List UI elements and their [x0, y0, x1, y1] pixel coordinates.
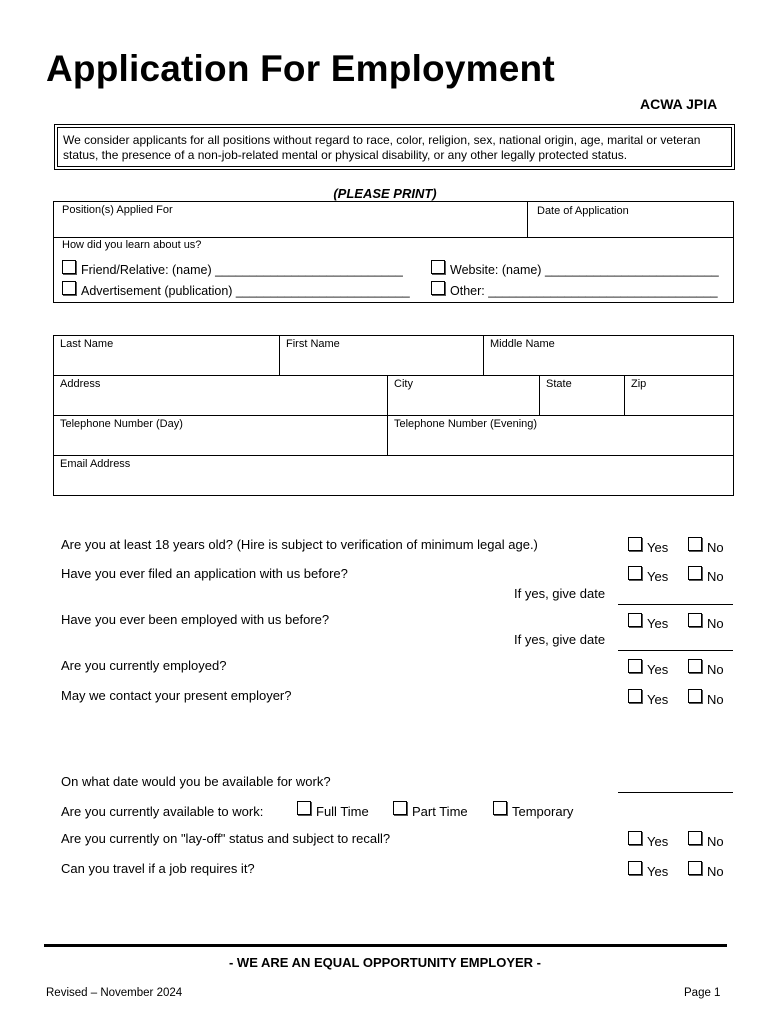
q8-yes-label: Yes — [647, 834, 669, 849]
q4-yes-label: Yes — [647, 662, 669, 677]
middle-name-field[interactable] — [486, 352, 731, 373]
question-available-to-work: Are you currently available to work: — [61, 804, 264, 819]
phone-evening-field[interactable] — [390, 432, 731, 453]
q2-no-label: No — [707, 569, 724, 584]
q3-date-line[interactable] — [618, 650, 733, 651]
footer-rule — [44, 944, 727, 947]
q9-no-label: No — [707, 864, 724, 879]
q2-no-checkbox[interactable] — [688, 566, 702, 580]
divider — [624, 375, 625, 415]
address-field[interactable] — [56, 392, 384, 413]
question-available-date: On what date would you be available for work? — [61, 774, 331, 789]
temporary-label: Temporary — [512, 804, 574, 819]
q8-yes-checkbox[interactable] — [628, 831, 642, 845]
q2-yes-checkbox[interactable] — [628, 566, 642, 580]
zip-label: Zip — [631, 378, 647, 390]
other-label: Other: _________________________________ — [450, 284, 718, 298]
q3-yes-checkbox[interactable] — [628, 613, 642, 627]
q9-yes-label: Yes — [647, 864, 669, 879]
date-of-application-field[interactable] — [530, 218, 730, 235]
question-lay-off: Are you currently on "lay-off" status and subject to recall? — [61, 831, 391, 846]
question-employed-before: Have you ever been employed with us before? — [61, 612, 330, 627]
advertisement-checkbox[interactable] — [62, 281, 76, 295]
state-label: State — [546, 378, 572, 390]
organization-name: ACWA JPIA — [640, 96, 718, 112]
q2-if-yes-label: If yes, give date — [514, 586, 606, 601]
phone-day-field[interactable] — [56, 432, 384, 453]
q3-no-label: No — [707, 616, 724, 631]
q5-yes-checkbox[interactable] — [628, 689, 642, 703]
q1-no-label: No — [707, 540, 724, 555]
q9-yes-checkbox[interactable] — [628, 861, 642, 875]
email-label: Email Address — [60, 458, 131, 470]
friend-relative-checkbox[interactable] — [62, 260, 76, 274]
divider — [53, 415, 734, 416]
position-applied-field[interactable] — [56, 217, 524, 235]
q5-no-checkbox[interactable] — [688, 689, 702, 703]
last-name-field[interactable] — [56, 352, 276, 373]
q5-no-label: No — [707, 692, 724, 707]
q3-if-yes-label: If yes, give date — [514, 632, 606, 647]
q1-yes-label: Yes — [647, 540, 669, 555]
full-time-label: Full Time — [316, 804, 369, 819]
date-of-application-label: Date of Application — [537, 205, 629, 217]
equal-opportunity-notice: We consider applicants for all positions without regard to race, color, religion, sex, national origin, age, marital or veteran status, the presence of a non-job-related mental or physical disability, or any other legally protected status. — [63, 133, 701, 162]
please-print-label: (PLEASE PRINT) — [333, 186, 437, 201]
q9-no-checkbox[interactable] — [688, 861, 702, 875]
full-time-checkbox[interactable] — [297, 801, 311, 815]
last-name-label: Last Name — [60, 338, 114, 350]
website-label: Website: (name) _________________________ — [450, 263, 719, 277]
question-minimum-age: Are you at least 18 years old? (Hire is subject to verification of minimum legal age.) — [61, 537, 538, 552]
part-time-label: Part Time — [412, 804, 468, 819]
q1-no-checkbox[interactable] — [688, 537, 702, 551]
page-number: Page 1 — [684, 987, 721, 999]
q1-yes-checkbox[interactable] — [628, 537, 642, 551]
middle-name-label: Middle Name — [490, 338, 555, 350]
divider — [53, 455, 734, 456]
q4-no-checkbox[interactable] — [688, 659, 702, 673]
q3-no-checkbox[interactable] — [688, 613, 702, 627]
part-time-checkbox[interactable] — [393, 801, 407, 815]
question-travel: Can you travel if a job requires it? — [61, 861, 255, 876]
q3-yes-label: Yes — [647, 616, 669, 631]
position-applied-label: Position(s) Applied For — [62, 204, 173, 216]
phone-day-label: Telephone Number (Day) — [60, 418, 183, 430]
q2-yes-label: Yes — [647, 569, 669, 584]
first-name-label: First Name — [286, 338, 340, 350]
city-field[interactable] — [390, 392, 536, 413]
divider — [483, 335, 484, 375]
page-title: Application For Employment — [46, 48, 555, 89]
question-filed-before: Have you ever filed an application with us before? — [61, 566, 348, 581]
email-field[interactable] — [56, 472, 731, 493]
equal-opportunity-employer: - WE ARE AN EQUAL OPPORTUNITY EMPLOYER - — [228, 955, 542, 970]
divider — [527, 201, 528, 237]
first-name-field[interactable] — [282, 352, 480, 373]
phone-evening-label: Telephone Number (Evening) — [394, 418, 538, 430]
zip-field[interactable] — [627, 392, 731, 413]
question-currently-employed: Are you currently employed? — [61, 658, 227, 673]
divider — [279, 335, 280, 375]
question-contact-employer: May we contact your present employer? — [61, 688, 292, 703]
q2-date-line[interactable] — [618, 604, 733, 605]
address-label: Address — [60, 378, 101, 390]
friend-relative-label: Friend/Relative: (name) ___________________________ — [81, 263, 403, 277]
divider — [387, 375, 388, 455]
divider — [53, 237, 734, 238]
website-checkbox[interactable] — [431, 260, 445, 274]
q4-yes-checkbox[interactable] — [628, 659, 642, 673]
q8-no-checkbox[interactable] — [688, 831, 702, 845]
advertisement-label: Advertisement (publication) _________________________ — [81, 284, 410, 298]
q8-no-label: No — [707, 834, 724, 849]
learn-about-us-label: How did you learn about us? — [62, 239, 202, 251]
divider — [539, 375, 540, 415]
temporary-checkbox[interactable] — [493, 801, 507, 815]
q5-yes-label: Yes — [647, 692, 669, 707]
revision-date: Revised – November 2024 — [46, 987, 183, 999]
divider — [53, 375, 734, 376]
q4-no-label: No — [707, 662, 724, 677]
other-checkbox[interactable] — [431, 281, 445, 295]
state-field[interactable] — [542, 392, 621, 413]
city-label: City — [394, 378, 413, 390]
available-date-line[interactable] — [618, 792, 733, 793]
